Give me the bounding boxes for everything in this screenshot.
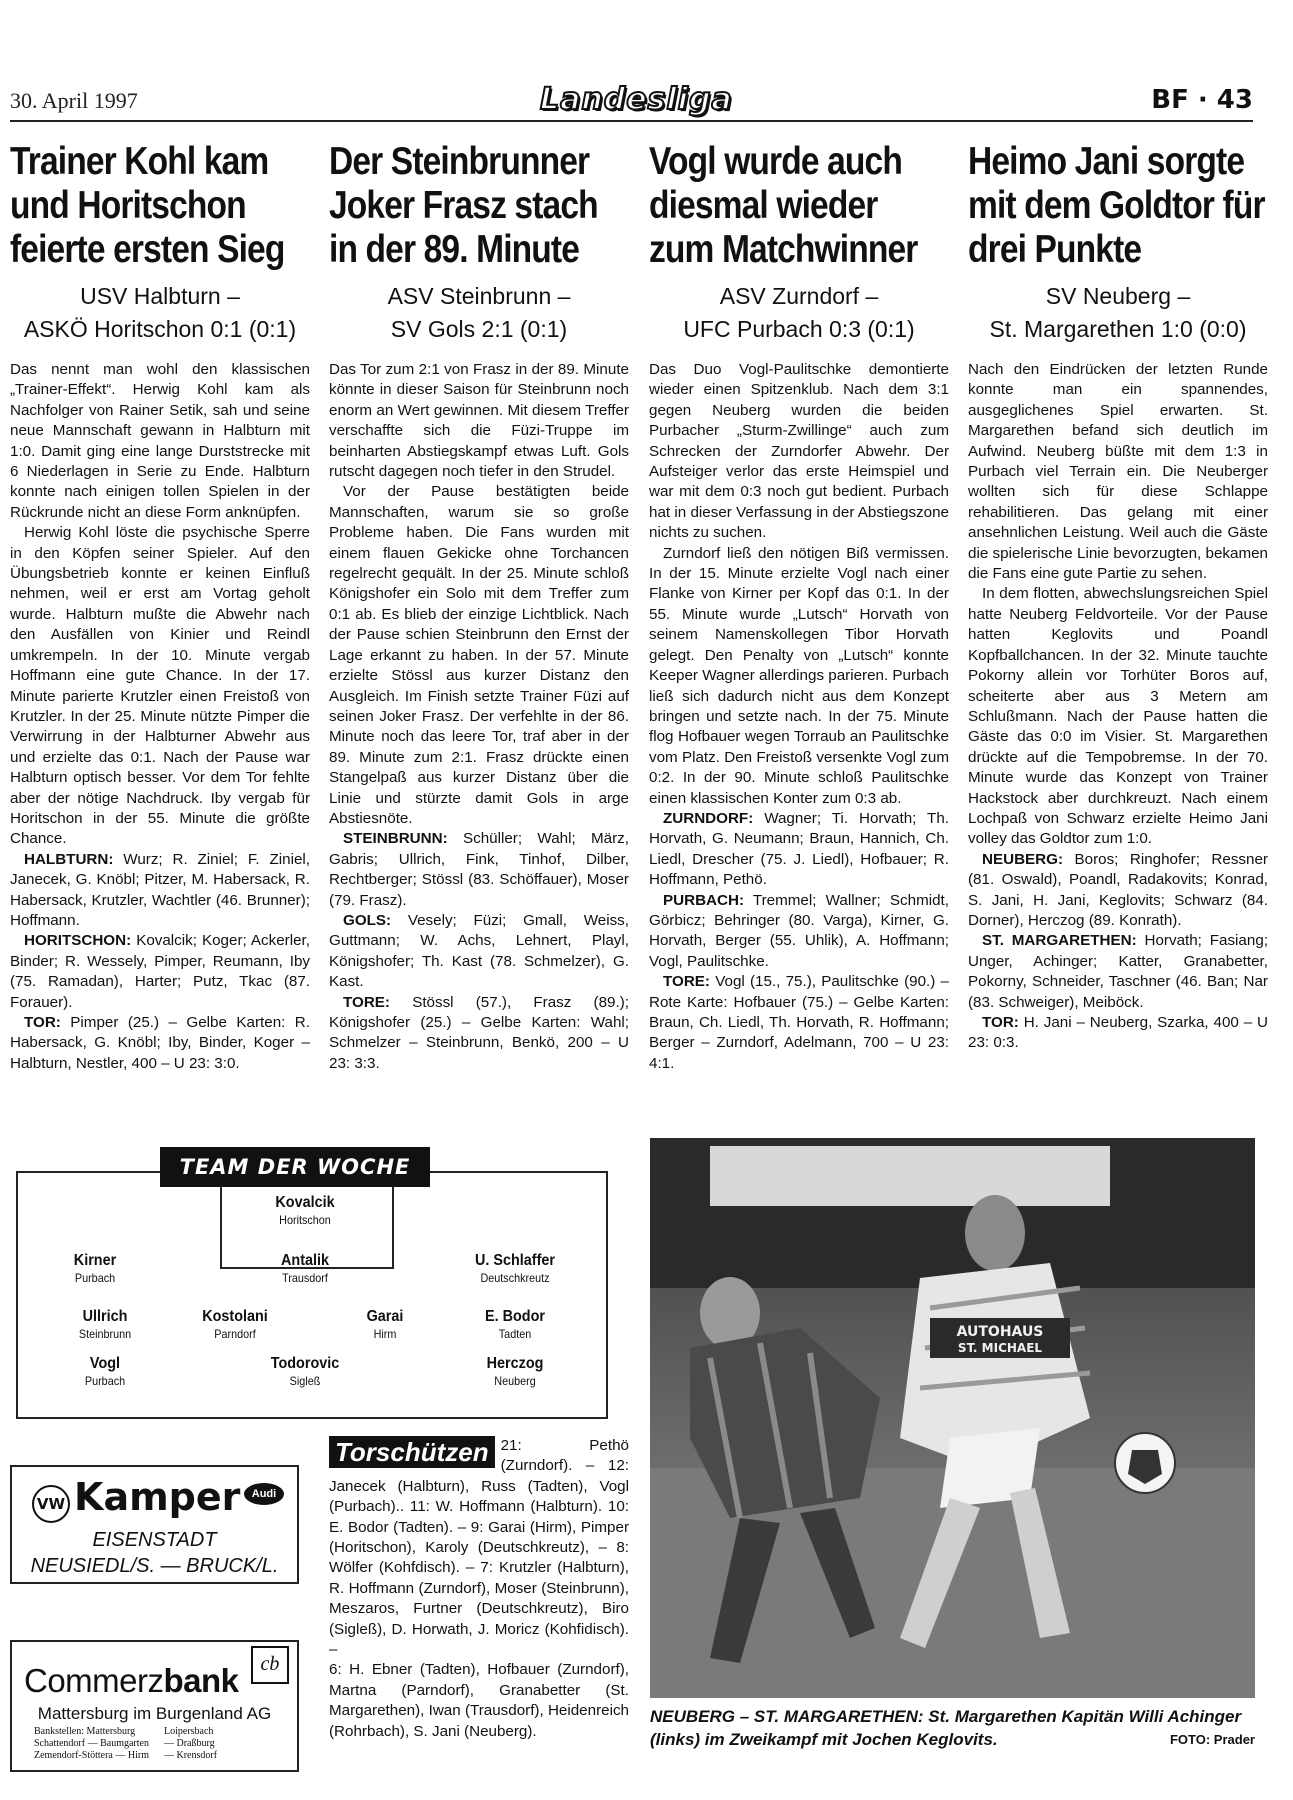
branch: Loipersbach [164,1726,214,1737]
branch-row [34,1750,294,1762]
goals-line [968,1013,1268,1054]
team-label: HORITSCHON: [24,932,132,950]
article-neuberg-stmargarethen [968,140,1268,1054]
player [15,1251,175,1286]
match-away-score: UFC Purbach 0:3 (0:1) [683,316,915,342]
goals-text: Stössl (57.), Frasz (89.); Königshofer (25.) – Gelbe Karten: Wahl; Schmelzer – Steinbrunn, Benkö, 200 – U 23: 3:3. [329,993,629,1072]
goals-text: Pimper (25.) – Gelbe Karten: R. Habersack, G. Knöbl; Iby, Binder, Koger – Halbturn, Nestler, 400 – U 23: 3:0. [10,1014,310,1072]
match-away-score: ASKÖ Horitschon 0:1 (0:1) [23,316,297,342]
bank-branches [34,1726,294,1762]
top-scorers [329,1436,629,1742]
player-club: Steinbrunn [78,1327,132,1341]
team-label: STEINBRUNN: [343,830,448,848]
player-club: Tadten [498,1327,532,1341]
player [225,1251,385,1286]
player-club: Horitschon [279,1213,331,1227]
player [225,1354,385,1389]
paragraph: Das Tor zum 2:1 von Frasz in der 89. Minute könnte in dieser Saison für Steinbrunn noch enorm an Wert gewinnen. Mit diesem Treffer verschaffte sich die Füzi-Truppe im beinharten Abstiegskampf etwas Luft. Gols rutscht dagegen noch tiefer in den Strudel. [329,361,629,481]
match-home: USV Halbturn – [80,283,240,309]
branch: Schattendorf — Baumgarten [34,1738,149,1749]
player-name: Antalik [280,1252,330,1269]
article-headline: Der Steinbrunner Joker Frasz stach in der 89. Minute [329,140,598,271]
page-number: BF · 43 [1151,85,1253,115]
goals-label: TORE: [663,973,710,991]
paragraph: Nach den Eindrücken der letzten Runde konnte man ein spannendes, ausgeglichenes Spiel erwarten. St. Margarethen befand sich deutlich im Aufwind. Neuberg büßte mit dem 1:3 in Purbach viel Terrain ein. Die Neuberger wollten sich für diese Schlappe rehabilitieren. Das gelang mit einer ansehnlichen Leistung. Weil auch die Gäste die spielerische Linie bevorzugten, bekamen die Fans eine gute Partie zu sehen. [968,361,1268,583]
player-name: Ullrich [82,1308,128,1325]
branch: Bankstellen: Mattersburg [34,1726,136,1737]
team-label: ZURNDORF: [663,809,754,827]
player-name: U. Schlaffer [474,1252,556,1269]
match-home: SV Neuberg – [1045,283,1191,309]
article-body [968,360,1268,1054]
section-title: Landesliga [540,82,733,117]
goals-label: TOR: [24,1014,61,1031]
match-result [968,280,1268,346]
player [25,1354,185,1389]
lineup-text: Wurz; R. Ziniel; F. Ziniel, Janecek, G. Knöbl; Pitzer, M. Habersack, R. Habersack, Krutzler, Wachtler (46. Brunner); Hoffmann. [10,850,310,929]
goals-label: TOR: [982,1014,1019,1031]
advertising-board [710,1146,1110,1206]
branch-row [34,1738,294,1750]
football-photo-illustration [650,1138,1255,1698]
player-club: Trausdorf [282,1271,328,1285]
ad-commerzbank [10,1640,299,1772]
bank-subtitle: Mattersburg im Burgenland AG [37,1704,272,1723]
article-body [329,360,629,1074]
article-headline: Heimo Jani sorgte mit dem Goldtor für drei Punkte [968,140,1265,271]
lineup-text: Tremmel; Wallner; Schmidt, Görbicz; Behringer (80. Varga), Kirner, G. Horvath, Berger (55. Uhlik), A. Hoffmann; Vogl, Paulitschke. [649,891,949,970]
top-scorers-title: Torschützen [329,1436,495,1468]
player-name: Herczog [486,1355,544,1372]
team-label: NEUBERG: [982,850,1064,868]
lineup-text: Vesely; Füzi; Gmall, Weiss, Guttmann; W. Achs, Lehnert, Playl, Königshofer; Th. Kast (78. Schmelzer), G. Kast. [329,911,629,991]
lineup-away [10,931,310,1013]
bank-name [24,1662,239,1700]
match-result [329,280,629,346]
cb-logo-icon: cb [251,1646,289,1684]
article-halbturn-horitschon [10,140,310,1074]
paragraph: Zurndorf ließ den nötigen Biß vermissen. In der 15. Minute erzielte Vogl nach einer Flanke von Kirner per Kopf das 0:1. In der 55. Minute wurde „Lutsch“ Horvath von seinem Namenskollegen Tibor Horvath gelegt. Den Penalty von „Lutsch“ konnte Keeper Wagner allerdings parieren. Purbach ließ sich dadurch nicht aus dem Konzept bringen und setzte nach. In der 75. Minute flog Hofbauer wegen Torraub an Paulitschke vom Platz. Den Freistoß versenkte Vogl zum 0:2. In der 90. Minute schloß Paulitschke einen klassischen Konter zum 0:3 ab. [649,544,949,807]
top-scorers-text: 21: Pethö (Zurndorf). – 12: Janecek (Halbturn), Russ (Tadten), Vogl (Purbach).. 11: W. Hoffmann (Halbturn). 10: E. Bodor (Tadten). – 9: Garai (Hirm), Pimper (Horitschon), Karoly (Deutschkreutz), – 8: Wölfer (Kohfdisch). – 7: Krutzler (Halbturn), R. Hoffmann (Zurndorf), Moser (Steinbrunn), Meszaros, Furtner (Deutschkreutz), Biro (Sigleß), D. Horwath, J. Moricz (Kohfidisch). – [329,1437,629,1659]
lineup-away [329,911,629,993]
goals-line [329,993,629,1075]
audi-logo-icon: Audi [244,1483,284,1505]
lineup-text: Horvath; Fasiang; Unger, Achinger; Katter, Granabetter, Pokorny, Schneider, Taschner (46. Ban; Nar (83. Schweiger), Meiböck. [968,932,1268,1011]
top-scorers-text-2: 6: H. Ebner (Tadten), Hofbauer (Zurndorf), Martna (Parndorf), Granabetter (St. Margarethen), Iwan (Trausdorf), Heidenreich (Rohrbach), S. Jani (Neuberg). [329,1661,629,1740]
lineup-home [968,850,1268,932]
player-name: Kirner [73,1252,117,1269]
lineup-text: Boros; Ringhofer; Ressner (81. Oswald), Poandl, Radakovits; Konrad, S. Jani, H. Jani, Keglovits; Schwarz (84. Dorner), Herczog (89. Konrath). [968,850,1268,929]
article-zurndorf-purbach [649,140,949,1074]
player-club: Purbach [84,1374,126,1388]
player-name: Todorovic [270,1355,340,1372]
team-label: ST. MARGARETHEN: [982,932,1137,950]
issue-date: 30. April 1997 [10,88,138,113]
player-club: Hirm [373,1327,397,1341]
goals-label: TORE: [343,993,390,1011]
player-club: Parndorf [214,1327,256,1341]
caption-text: NEUBERG – ST. MARGARETHEN: St. Margarethen Kapitän Willi Achinger (links) im Zweikampf mit Jochen Keglovits. [650,1707,1242,1749]
ad-branches: NEUSIEDL/S. — BRUCK/L. [30,1555,279,1577]
paragraph: In dem flotten, abwechslungsreichen Spiel hatte Neuberg Feldvorteile. Vor der Pause hatten Keglovits und Poandl Kopfballchancen. In der 32. Minute tauchte Pokorny allein vor Torhüter Boros auf, scheiterte aber aus 3 Metern am Schlußmann. Nach der Pause hatten die Gäste das 0:0 im Visier. St. Margarethen drückte auf die Tempobremse. In der 70. Minute wurde das Konzept von Trainer Hackstock aber durchkreuzt. Nach einem Lochpaß von Schwarz erzielte Heimo Jani volley das Goldtor zum 1:0. [968,585,1268,848]
article-headline: Trainer Kohl kam und Horitschon feierte ersten Sieg [10,140,285,271]
lineup-text: Wagner; Ti. Horvath; Th. Horvath, G. Neumann; Braun, Hannich, Ch. Liedl, Drescher (75. J. Liedl), Hofbauer; R. Hoffmann, Pethö. [649,809,949,889]
player [435,1251,595,1286]
lineup-home [649,809,949,891]
match-home: ASV Zurndorf – [719,283,879,309]
player [435,1307,595,1342]
player-club: Purbach [74,1271,116,1285]
player-goalkeeper [225,1193,385,1228]
paragraph: Herwig Kohl löste die psychische Sperre in den Köpfen seiner Spieler. Auf den Übungsbetrieb konnte er keinen Einfluß nehmen, weil er erst am Vortag geholt wurde. Halbturn mußte die Abwehr nach den Ausfällen von Kinier und Reindl umkrempeln. In der 10. Minute vergab Hoffmann eine gute Chance. In der 17. Minute parierte Krutzler einen Freistoß von Krutzler. In der 25. Minute nützte Pimper die Verwirrung in der Halbturner Abwehr aus und erzielte das 0:1. Nach der Pause war Halbturn optisch besser. Vor dem Tor fehlte aber der nötige Nachdruck. Iby vergab für Horitschon in der 55. Minute die größte Chance. [10,524,310,848]
team-of-the-week [10,1147,640,1427]
player-club: Deutschkreutz [480,1271,550,1285]
player-name: E. Bodor [484,1308,545,1325]
ad-brand-name: Kamper [74,1475,241,1519]
article-headline: Vogl wurde auch diesmal wieder zum Matchwinner [649,140,918,271]
player [435,1354,595,1389]
player [155,1307,315,1342]
lineup-away [649,891,949,973]
lineup-away [968,931,1268,1013]
match-home: ASV Steinbrunn – [387,283,571,309]
lineup-text: Schüller; Wahl; März, Gabris; Ullrich, Fink, Tinhof, Dilber, Rechtberger; Stössl (83. Schöffauer), Moser (79. Frasz). [329,830,629,909]
match-away-score: St. Margarethen 1:0 (0:0) [989,316,1247,342]
photo-caption [650,1705,1255,1751]
ad-city: EISENSTADT [92,1529,217,1551]
ad-kamper [10,1465,299,1584]
lineup-home [329,829,629,911]
article-body [649,360,949,1074]
lineup-home [10,850,310,932]
match-result [649,280,949,346]
article-steinbrunn-gols [329,140,629,1074]
bank-name-bold: bank [163,1662,239,1699]
player-name: Kovalcik [275,1194,335,1211]
team-label: PURBACH: [663,891,744,909]
paragraph: Vor der Pause bestätigten beide Mannschaften, warum sie so große Probleme haben. Die Fans wurden mit einem flauen Gekicke ohne Torchancen regelrecht gequält. In der 25. Minute schloß Königshofer ein Solo mit dem Treffer zum 0:1 ab. Es blieb der einzige Lichtblick. Nach der Pause schien Steinbrunn den Ernst der Lage erkannt zu haben. In der 57. Minute erzielte Stössl aus kurzer Distanz den Ausgleich. Im Finish setzte Trainer Füzi auf seinen Joker Frasz. Der verfehlte in der 86. Minute noch das leere Tor, traf aber in der 89. Minute zum 2:1. Frasz drückte einen Stangelpaß aus kurzer Distanz über die Linie und stürzte damit Gols in arge Abstiesnöte. [329,483,629,827]
team-label: GOLS: [343,911,392,929]
goals-text: H. Jani – Neuberg, Szarka, 400 – U 23: 0:3. [968,1014,1268,1052]
player-name: Vogl [89,1355,121,1372]
team-of-the-week-title: TEAM DER WOCHE [160,1147,430,1187]
goals-text: Vogl (15., 75.), Paulitschke (90.) – Rote Karte: Hofbauer (75.) – Gelbe Karten: Braun, Ch. Liedl, Th. Horvath, R. Hoffmann; Berger – Zurndorf, Adelmann, 700 – U 23: 4:1. [649,973,949,1072]
shirt-sponsor-line2: ST. MICHAEL [957,1341,1043,1355]
player-name: Garai [366,1308,404,1325]
goals-line [649,972,949,1074]
match-result [10,280,310,346]
branch: — Krensdorf [164,1750,218,1761]
branch-row [34,1726,294,1738]
goals-line [10,1013,310,1074]
player-club: Sigleß [289,1374,321,1388]
team-label: HALBTURN: [24,850,114,868]
bank-name-light: Commerz [24,1662,164,1699]
lineup-text: Kovalcik; Koger; Ackerler, Binder; R. Wessely, Pimper, Reumann, Iby (75. Ramadan), Harter; Putz, Tkac (87. Forauer). [10,932,310,1011]
vw-logo-icon: VW [32,1485,70,1523]
photo-credit: FOTO: Prader [1169,1732,1255,1747]
page-header [10,82,1253,122]
branch: — Draßburg [164,1738,215,1749]
shirt-sponsor-line1: AUTOHAUS [956,1324,1044,1340]
match-photo [650,1138,1255,1698]
paragraph: Das nennt man wohl den klassischen „Trainer-Effekt“. Herwig Kohl kam als Nachfolger von Rainer Setik, sah und seine neue Mannschaft gewann in Halbturn mit 1:0. Damit ging eine lange Durststrecke mit 6 Niederlagen in Serie zu Ende. Halbturn konnte nach einigen tollen Spielen in der Rückrunde nicht an diese Form anknüpfen. [10,361,310,521]
article-body [10,360,310,1074]
match-away-score: SV Gols 2:1 (0:1) [390,316,568,342]
player-name: Kostolani [202,1308,268,1325]
paragraph: Das Duo Vogl-Paulitschke demontierte wieder einen Spitzenklub. Nach dem 3:1 gegen Neuberg wurden die beiden Purbacher „Sturm-Zwillinge“ auch zum Schrecken der Zurndorfer Abwehr. Der Aufsteiger verlor das erste Heimspiel und war mit dem 0:3 noch gut bedient. Purbach hat in dieser Verfassung in der Abstiegszone nichts zu suchen. [649,361,949,542]
player-club: Neuberg [494,1374,536,1388]
branch: Zemendorf-Stöttera — Hirm [34,1750,149,1761]
